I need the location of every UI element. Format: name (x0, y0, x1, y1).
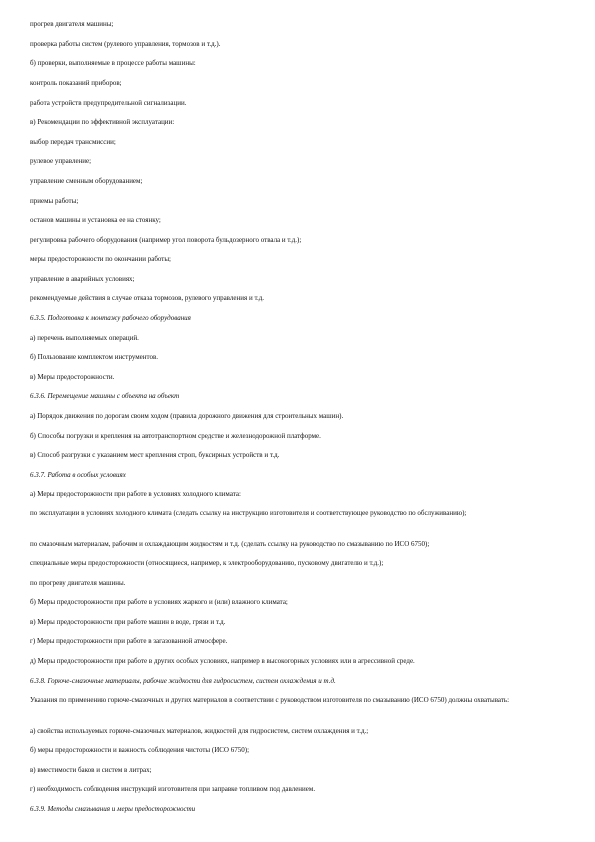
text-line: рулевое управление; (30, 157, 92, 165)
text-line: выбор передач трансмиссии; (30, 138, 116, 146)
text-line: специальные меры предосторожности (относящиеся, например, к электрооборудованию, пусковому двигателю и т.д.); (30, 559, 384, 567)
text-line: Указания по применению горюче-смазочных и других материалов в соответствии с руководством изготовителя по смазыванию (ИСО 6750) должны охватывать: (30, 696, 510, 704)
text-line: останов машины и установка ее на стоянку; (30, 216, 161, 224)
text-line: по смазочным материалам, рабочим и охлаждающим жидкостям и т.д. (сделать ссылку на руководство по смазыванию по ИСО 6750); (30, 540, 430, 548)
text-line: в) Рекомендации по эффективной эксплуатации: (30, 118, 175, 126)
text-line: работа устройств предупредительной сигнализации. (30, 99, 187, 107)
text-line: а) перечень выполняемых операций. (30, 334, 139, 342)
text-line: а) Порядок движения по дорогам своим ходом (правила дорожного движения для строительных машин). (30, 412, 344, 420)
text-line: д) Меры предосторожности при работе в других особых условиях, например в высокогорных условиях или в агрессивной среде. (30, 657, 415, 665)
text-line: б) проверки, выполняемые в процессе работы машины: (30, 59, 196, 67)
text-line: прогрев двигателя машины; (30, 20, 114, 28)
section-heading: 6.3.8. Горюче-смазочные материалы, рабочие жидкости для гидросистем, систем охлаждения и т.д. (30, 677, 336, 685)
text-line: управление сменным оборудованием; (30, 177, 143, 185)
text-line: б) Способы погрузки и крепления на автотранспортном средстве и железнодорожной платформе. (30, 432, 321, 440)
text-line: в) Способ разгрузки с указанием мест крепления строп, буксирных устройств и т.д. (30, 451, 280, 459)
text-line: б) Меры предосторожности при работе в условиях жаркого и (или) влажного климата; (30, 598, 288, 606)
text-line: г) Меры предосторожности при работе в загазованной атмосфере. (30, 637, 228, 645)
text-line: меры предосторожности по окончании работы; (30, 255, 171, 263)
section-heading: 6.3.9. Методы смазывания и меры предосторожности (30, 805, 196, 813)
text-line: управление в аварийных условиях; (30, 275, 135, 283)
text-line: приемы работы; (30, 197, 79, 205)
section-heading: 6.3.7. Работа в особых условиях (30, 471, 126, 479)
text-line: рекомендуемые действия в случае отказа тормозов, рулевого управления и т.д. (30, 294, 265, 302)
text-line: в) Меры предосторожности при работе машин в воде, грязи и т.д. (30, 618, 226, 626)
text-line: регулировка рабочего оборудования (например угол поворота бульдозерного отвала и т.д.); (30, 236, 302, 244)
text-line: в) Меры предосторожности. (30, 373, 115, 381)
text-line: а) Меры предосторожности при работе в условиях холодного климата: (30, 490, 241, 498)
section-heading: 6.3.5. Подготовка к монтажу рабочего оборудования (30, 314, 191, 322)
text-line: контроль показаний приборов; (30, 79, 122, 87)
text-line: по эксплуатации в условиях холодного климата (следать ссылку на инструкцию изготовителя и соответствующее руководство по обслуживанию); (30, 509, 467, 517)
text-line: а) свойства используемых горюче-смазочных материалов, жидкостей для гидросистем, систем охлаждения и т.д.; (30, 727, 369, 735)
text-line: б) Пользование комплектом инструментов. (30, 353, 159, 361)
text-line: в) вместимости баков и систем в литрах; (30, 766, 152, 774)
text-line: б) меры предосторожности и важность соблюдения чистоты (ИСО 6750); (30, 746, 250, 754)
text-line: проверка работы систем (рулевого управления, тормозов и т.д.). (30, 40, 221, 48)
text-line: по прогреву двигателя машины. (30, 579, 126, 587)
section-heading: 6.3.6. Перемещение машины с объекта на объект (30, 392, 180, 400)
text-line: г) необходимость соблюдения инструкций изготовителя при заправке топливом под давлением. (30, 785, 316, 793)
